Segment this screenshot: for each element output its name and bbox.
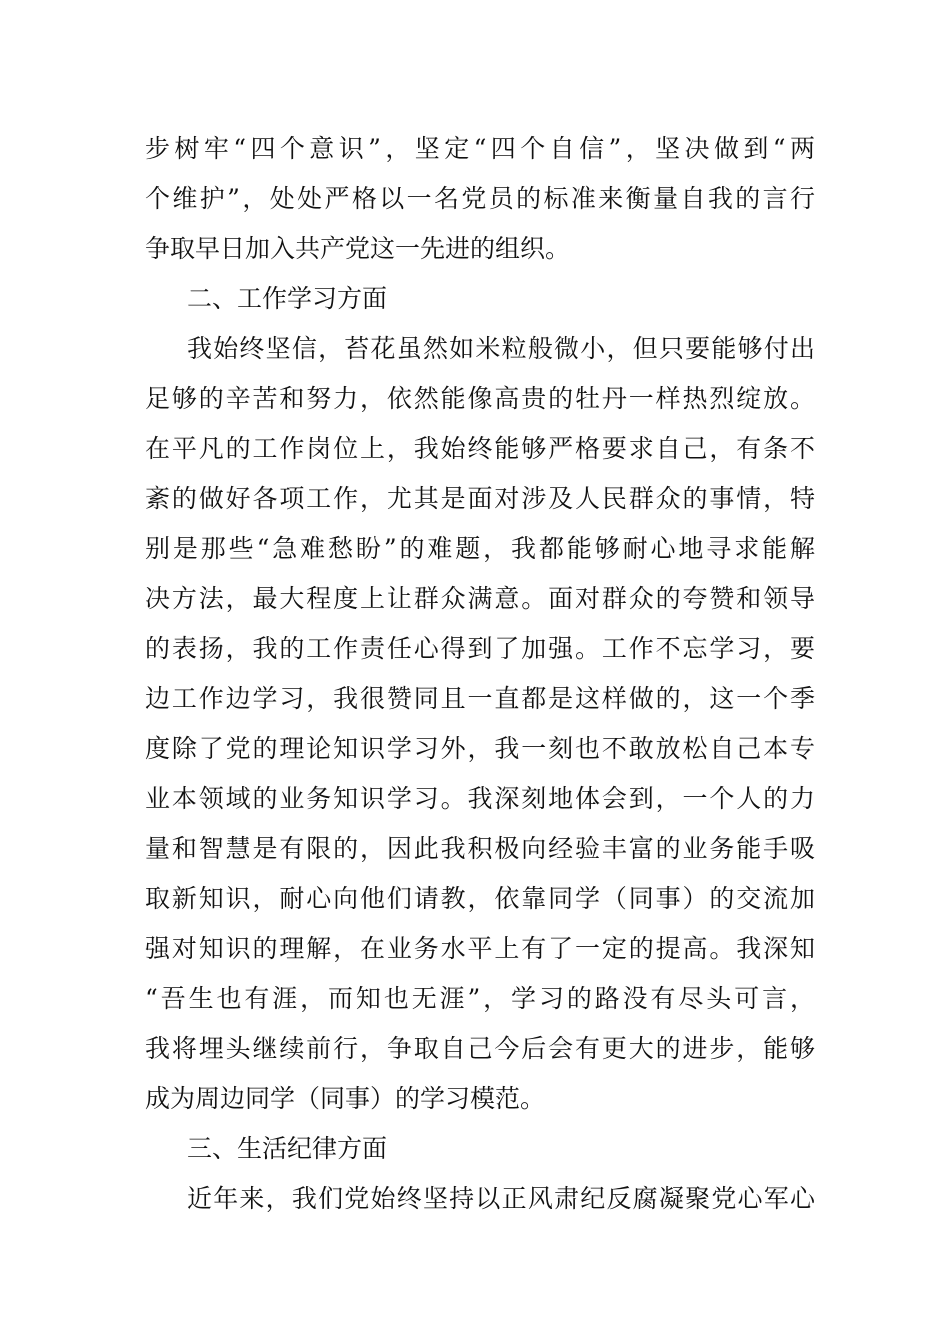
section-heading: 三、生活纪律方面	[187, 1134, 388, 1163]
paragraph-line: 步树牢“四个意识”，坚定“四个自信”，坚决做到“两	[145, 134, 815, 163]
paragraph-line: 在平凡的工作岗位上，我始终能够严格要求自己，有条不	[145, 434, 815, 463]
paragraph-line: 业本领域的业务知识学习。我深刻地体会到，一个人的力	[145, 784, 815, 813]
paragraph-line: 量和智慧是有限的，因此我积极向经验丰富的业务能手吸	[145, 834, 815, 863]
section-heading: 二、工作学习方面	[187, 284, 388, 313]
paragraph-line: 的表扬，我的工作责任心得到了加强。工作不忘学习，要	[145, 634, 815, 663]
paragraph-line: 决方法，最大程度上让群众满意。面对群众的夸赞和领导	[145, 584, 815, 613]
document-body	[145, 124, 815, 1224]
paragraph-line: 紊的做好各项工作，尤其是面对涉及人民群众的事情，特	[145, 484, 815, 513]
paragraph-line: 个维护”，处处严格以一名党员的标准来衡量自我的言行	[145, 184, 815, 213]
paragraph-line: 取新知识，耐心向他们请教，依靠同学（同事）的交流加	[145, 884, 815, 913]
paragraph-line: 我始终坚信，苔花虽然如米粒般微小，但只要能够付出	[187, 334, 815, 363]
paragraph-line: 边工作边学习，我很赞同且一直都是这样做的，这一个季	[145, 684, 815, 713]
paragraph-line: 成为周边同学（同事）的学习模范。	[145, 1084, 546, 1113]
paragraph-line: 我将埋头继续前行，争取自己今后会有更大的进步，能够	[145, 1034, 815, 1063]
paragraph-line: 足够的辛苦和努力，依然能像高贵的牡丹一样热烈绽放。	[145, 384, 815, 413]
paragraph-line: 度除了党的理论知识学习外，我一刻也不敢放松自己本专	[145, 734, 815, 763]
paragraph-line: 强对知识的理解，在业务水平上有了一定的提高。我深知	[145, 934, 815, 963]
paragraph-line: 争取早日加入共产党这一先进的组织。	[145, 234, 571, 263]
paragraph-line: 近年来，我们党始终坚持以正风肃纪反腐凝聚党心军心	[187, 1184, 815, 1213]
paragraph-line: “吾生也有涯，而知也无涯”，学习的路没有尽头可言，	[145, 984, 815, 1013]
paragraph-line: 别是那些“急难愁盼”的难题，我都能够耐心地寻求能解	[145, 534, 815, 563]
